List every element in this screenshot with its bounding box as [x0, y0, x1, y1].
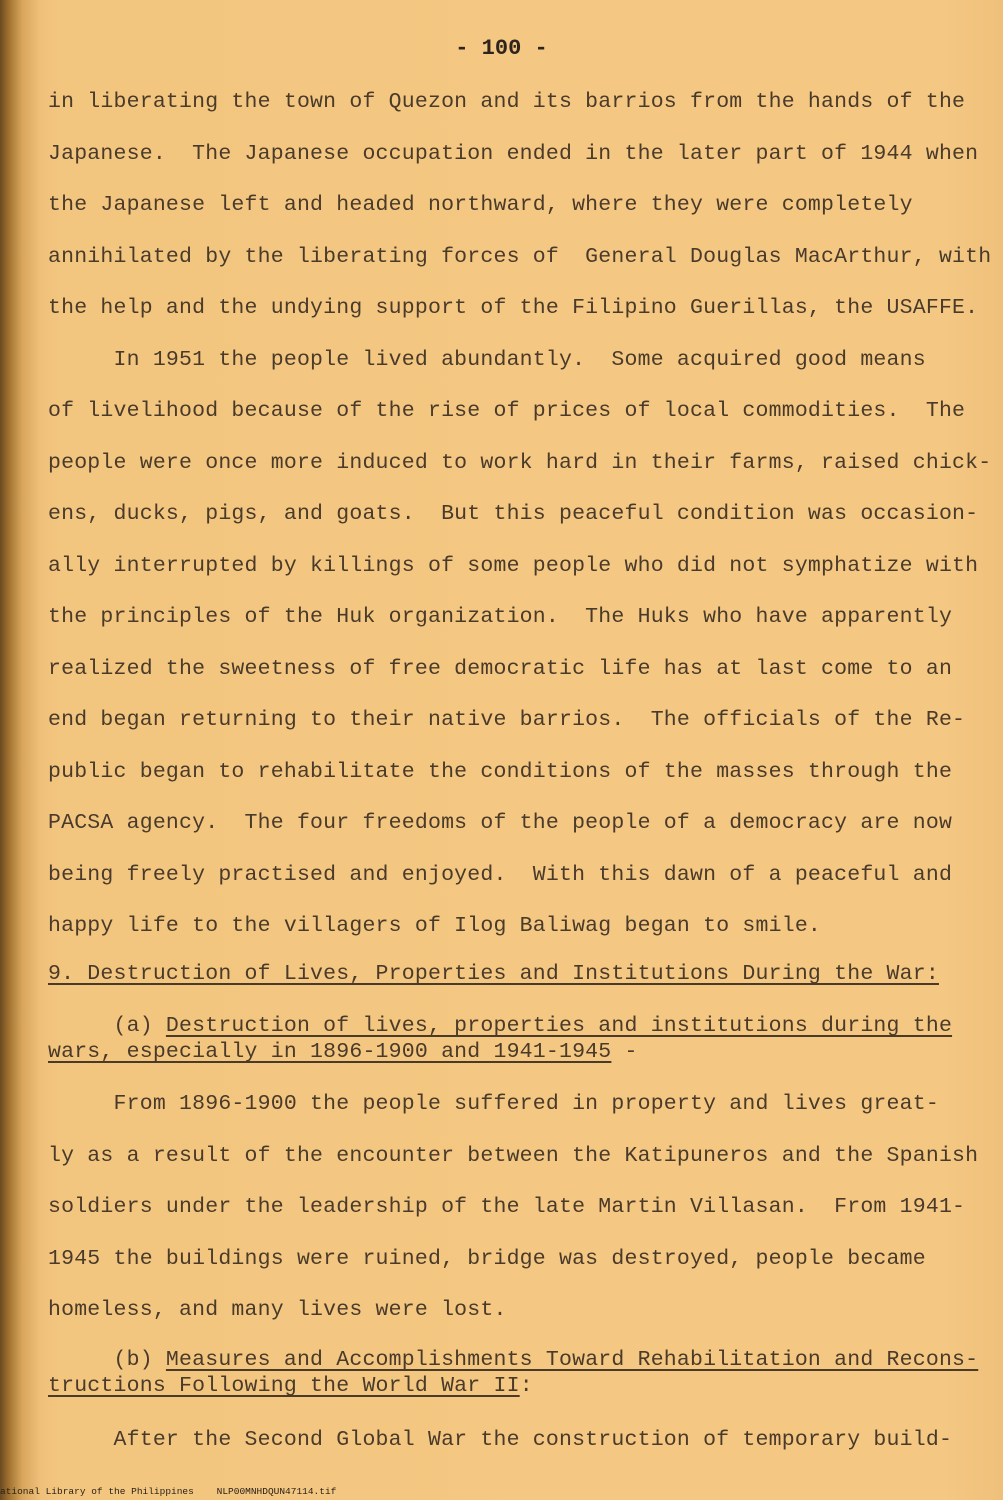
subsection-a-title-cont: wars, especially in 1896-1900 and 1941-1945 [48, 1040, 612, 1064]
body-line: PACSA agency. The four freedoms of the people of a democracy are now [48, 811, 953, 835]
last-line: After the Second Global War the construction of temporary build- [48, 1428, 953, 1452]
subsection-b-heading-line1 [48, 1348, 978, 1372]
subsection-b-title-cont: tructions Following the World War II [48, 1374, 520, 1398]
body-line: ens, ducks, pigs, and goats. But this peaceful condition was occasion- [48, 502, 979, 526]
body-line: in liberating the town of Quezon and its barrios from the hands of the [48, 90, 966, 114]
body-line: people were once more induced to work hard in their farms, raised chick- [48, 450, 992, 475]
body-line: the principles of the Huk organization. The Huks who have apparently [48, 605, 953, 629]
body-line: of livelihood because of the rise of prices of local commodities. The [48, 399, 966, 423]
body-line: ally interrupted by killings of some people who did not symphatize with [48, 553, 979, 578]
body-line: happy life to the villagers of Ilog Baliwag began to smile. [48, 914, 822, 938]
paragraph-a-line: 1945 the buildings were ruined, bridge was destroyed, people became [48, 1246, 926, 1271]
body-line: being freely practised and enjoyed. With this dawn of a peaceful and [48, 862, 953, 887]
body-line: end began returning to their native barrios. The officials of the Re- [48, 708, 966, 732]
subsection-a-title: Destruction of lives, properties and institutions during the [165, 1014, 953, 1038]
scan-footer: ational Library of the Philippines NLP00MNHDQUN47114.tif [0, 1486, 337, 1497]
paragraph-a-line: ly as a result of the encounter between the Katipuneros and the Spanish [48, 1143, 979, 1168]
paragraph-a-line: homeless, and many lives were lost. [48, 1298, 507, 1322]
section-heading-text: 9. Destruction of Lives, Properties and Institutions During the War: [48, 962, 939, 986]
body-line: Japanese. The Japanese occupation ended in the later part of 1944 when [48, 141, 979, 166]
body-line: annihilated by the liberating forces of General Douglas MacArthur, with [48, 244, 992, 269]
body-line: the Japanese left and headed northward, where they were completely [48, 193, 913, 217]
body-line: realized the sweetness of free democratic life has at last come to an [48, 656, 953, 681]
subsection-a-heading-line2 [48, 1040, 638, 1064]
paragraph-a-line: From 1896-1900 the people suffered in property and lives great- [48, 1092, 939, 1116]
body-line: public began to rehabilitate the conditions of the masses through the [48, 759, 953, 784]
subsection-b-suffix: : [519, 1374, 533, 1398]
section-heading [48, 962, 939, 986]
subsection-a-suffix: - [611, 1040, 638, 1064]
page-number: - 100 - [455, 36, 548, 61]
subsection-b-heading-line2 [48, 1374, 533, 1398]
paragraph-a-line: soldiers under the leadership of the late Martin Villasan. From 1941- [48, 1195, 966, 1219]
subsection-a-prefix: (a) [48, 1014, 166, 1038]
subsection-b-title: Measures and Accomplishments Toward Rehabilitation and Recons- [165, 1348, 979, 1372]
subsection-a-heading-line1 [48, 1014, 952, 1038]
body-line: In 1951 the people lived abundantly. Some acquired good means [48, 347, 926, 372]
subsection-b-prefix: (b) [48, 1348, 166, 1372]
body-line: the help and the undying support of the Filipino Guerillas, the USAFFE. [48, 296, 979, 320]
